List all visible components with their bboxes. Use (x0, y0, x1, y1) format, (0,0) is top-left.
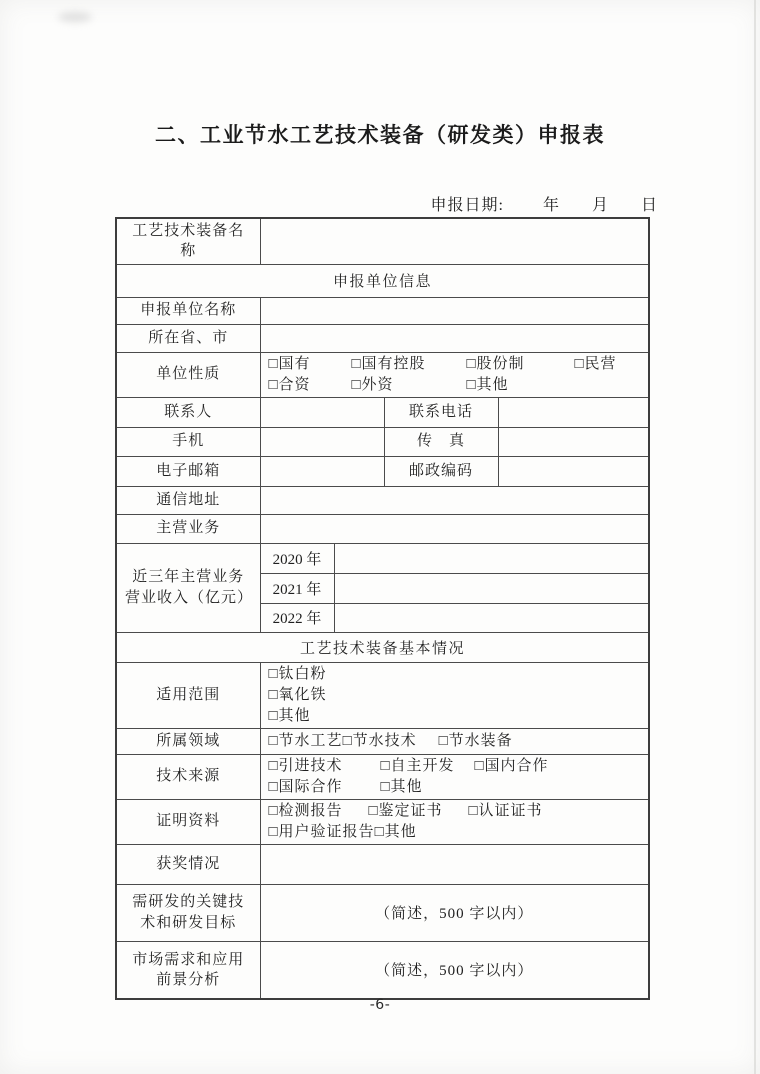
market-demand-label: 市场需求和应用前景分析 (116, 941, 260, 999)
table-row (116, 218, 649, 264)
tech-source-label: 技术来源 (116, 754, 260, 799)
table-row (116, 662, 649, 728)
checkbox-option: □外资 (351, 376, 394, 393)
revenue-year-2020: 2020 年 (260, 543, 334, 573)
application-form-table (115, 217, 650, 1000)
application-scope-options-cell (260, 662, 649, 728)
fax-value-cell (498, 427, 649, 456)
checkbox-option: □股份制 (466, 355, 525, 372)
checkbox-option: □鉴定证书 (368, 802, 443, 819)
application-scope-label: 适用范围 (116, 662, 260, 728)
checkbox-option: □自主开发 (380, 757, 455, 774)
checkbox-option: □钛白粉 (268, 665, 327, 682)
province-city-value-cell (260, 324, 649, 352)
year-label: 年 (542, 197, 560, 214)
contact-phone-value-cell (498, 397, 649, 427)
section-basic-info: 工艺技术装备基本情况 (116, 632, 649, 662)
checkbox-option: □氧化铁 (268, 686, 327, 703)
unit-name-label: 申报单位名称 (116, 297, 260, 324)
contact-phone-label: 联系电话 (384, 397, 498, 427)
checkbox-option: □引进技术 (268, 757, 343, 774)
checkbox-option: □其他 (268, 707, 311, 724)
mobile-label: 手机 (116, 427, 260, 456)
page-number: -6- (369, 997, 391, 1013)
table-row (116, 264, 649, 297)
checkbox-option: □国有控股 (351, 355, 426, 372)
rd-key-tech-label: 需研发的关键技术和研发目标 (116, 884, 260, 941)
revenue-2020-value-cell (334, 543, 649, 573)
table-row (116, 427, 649, 456)
table-row (116, 456, 649, 486)
mobile-value-cell (260, 427, 384, 456)
address-label: 通信地址 (116, 486, 260, 514)
checkbox-option: □节水工艺 (268, 732, 343, 749)
table-row (116, 754, 649, 799)
fax-label: 传 真 (384, 427, 498, 456)
table-row (116, 324, 649, 352)
unit-nature-options-cell (260, 352, 649, 397)
field-domain-options-cell (260, 728, 649, 754)
main-business-value-cell (260, 514, 649, 543)
scan-edge-shadow (754, 0, 756, 1074)
checkbox-option: □合资 (268, 376, 311, 393)
field-domain-label: 所属领域 (116, 728, 260, 754)
revenue-label: 近三年主营业务营业收入（亿元） (116, 543, 260, 632)
checkbox-option: □其他 (380, 778, 423, 795)
award-value-cell (260, 844, 649, 884)
proof-material-label: 证明资料 (116, 799, 260, 844)
table-row (116, 941, 649, 999)
checkbox-option: □民营 (574, 355, 617, 372)
province-city-label: 所在省、市 (116, 324, 260, 352)
checkbox-option: □其他 (466, 376, 509, 393)
device-name-label: 工艺技术装备名称 (116, 218, 260, 264)
day-label: 日 (640, 197, 658, 214)
revenue-year-2021: 2021 年 (260, 573, 334, 603)
checkbox-option: □国有 (268, 355, 311, 372)
month-label: 月 (591, 197, 609, 214)
section-applicant-info: 申报单位信息 (116, 264, 649, 297)
table-row (116, 514, 649, 543)
scan-artifact (58, 12, 92, 22)
email-label: 电子邮箱 (116, 456, 260, 486)
declaration-date-label: 申报日期: (430, 197, 504, 214)
tech-source-options-cell (260, 754, 649, 799)
main-business-label: 主营业务 (116, 514, 260, 543)
checkbox-option: □节水装备 (438, 732, 513, 749)
page-title: 二、工业节水工艺技术装备（研发类）申报表 (155, 124, 605, 147)
revenue-2022-value-cell (334, 603, 649, 632)
market-demand-hint: （简述，500 字以内） (260, 941, 649, 999)
unit-name-value-cell (260, 297, 649, 324)
unit-nature-label: 单位性质 (116, 352, 260, 397)
table-row (116, 728, 649, 754)
table-row (116, 543, 649, 573)
checkbox-option: □检测报告 (268, 802, 343, 819)
declaration-date-line (115, 192, 658, 215)
postcode-value-cell (498, 456, 649, 486)
table-row (116, 297, 649, 324)
table-row (116, 884, 649, 941)
table-row (116, 397, 649, 427)
checkbox-option: □国内合作 (474, 757, 549, 774)
award-label: 获奖情况 (116, 844, 260, 884)
revenue-year-2022: 2022 年 (260, 603, 334, 632)
checkbox-option: □其他 (374, 823, 417, 840)
checkbox-option: □用户验证报告 (268, 823, 375, 840)
contact-person-label: 联系人 (116, 397, 260, 427)
proof-material-options-cell (260, 799, 649, 844)
address-value-cell (260, 486, 649, 514)
rd-key-tech-hint: （简述，500 字以内） (260, 884, 649, 941)
table-row (116, 632, 649, 662)
table-row (116, 844, 649, 884)
device-name-value-cell (260, 218, 649, 264)
postcode-label: 邮政编码 (384, 456, 498, 486)
table-row (116, 486, 649, 514)
email-value-cell (260, 456, 384, 486)
table-row (116, 352, 649, 397)
checkbox-option: □国际合作 (268, 778, 343, 795)
table-row (116, 799, 649, 844)
checkbox-option: □认证证书 (468, 802, 543, 819)
revenue-2021-value-cell (334, 573, 649, 603)
contact-person-value-cell (260, 397, 384, 427)
checkbox-option: □节水技术 (342, 732, 417, 749)
